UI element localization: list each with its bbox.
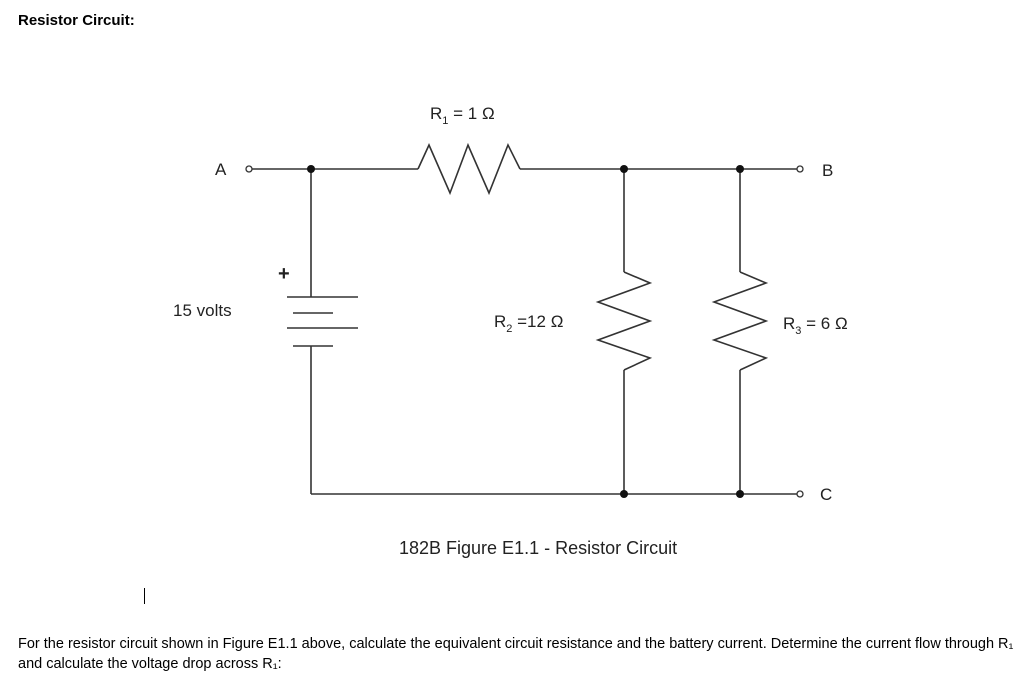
- r3-name: R: [783, 314, 796, 333]
- terminal-c-node: [797, 491, 803, 497]
- question-text: For the resistor circuit shown in Figure E1.1 above, calculate the equivalent circuit resistance and the battery current. Determine the current flow through R₁ and calculate the voltage drop across R₁:: [18, 636, 1014, 672]
- resistor-r3: [714, 272, 766, 370]
- r1-name: R: [430, 104, 443, 123]
- r3-subscript: 3: [795, 325, 802, 337]
- r2-subscript: 2: [506, 323, 513, 335]
- battery-plus-sign: +: [278, 263, 290, 285]
- text-cursor: [144, 588, 145, 604]
- terminal-a-label: A: [215, 160, 227, 179]
- r1-label: [430, 104, 495, 127]
- r2-value: =12 Ω: [512, 312, 564, 331]
- r2-label: [494, 312, 563, 335]
- figure-caption: 182B Figure E1.1 - Resistor Circuit: [399, 538, 678, 558]
- r1-subscript: 1: [442, 115, 449, 127]
- terminal-a-node: [246, 166, 252, 172]
- junction-dot: [620, 165, 628, 173]
- page-heading: Resistor Circuit:: [18, 12, 135, 29]
- battery-voltage-label: 15 volts: [173, 301, 232, 320]
- junction-dot: [736, 165, 744, 173]
- terminal-c-label: C: [820, 485, 833, 504]
- r3-value: = 6 Ω: [801, 314, 848, 333]
- terminal-b-node: [797, 166, 803, 172]
- terminal-b-label: B: [822, 161, 834, 180]
- r1-value: = 1 Ω: [448, 104, 495, 123]
- resistor-r1: [418, 145, 520, 193]
- junction-dot: [620, 490, 628, 498]
- junction-dot: [736, 490, 744, 498]
- r2-name: R: [494, 312, 507, 331]
- junction-dot: [307, 165, 315, 173]
- resistor-r2: [598, 272, 650, 370]
- r3-label: [783, 314, 848, 337]
